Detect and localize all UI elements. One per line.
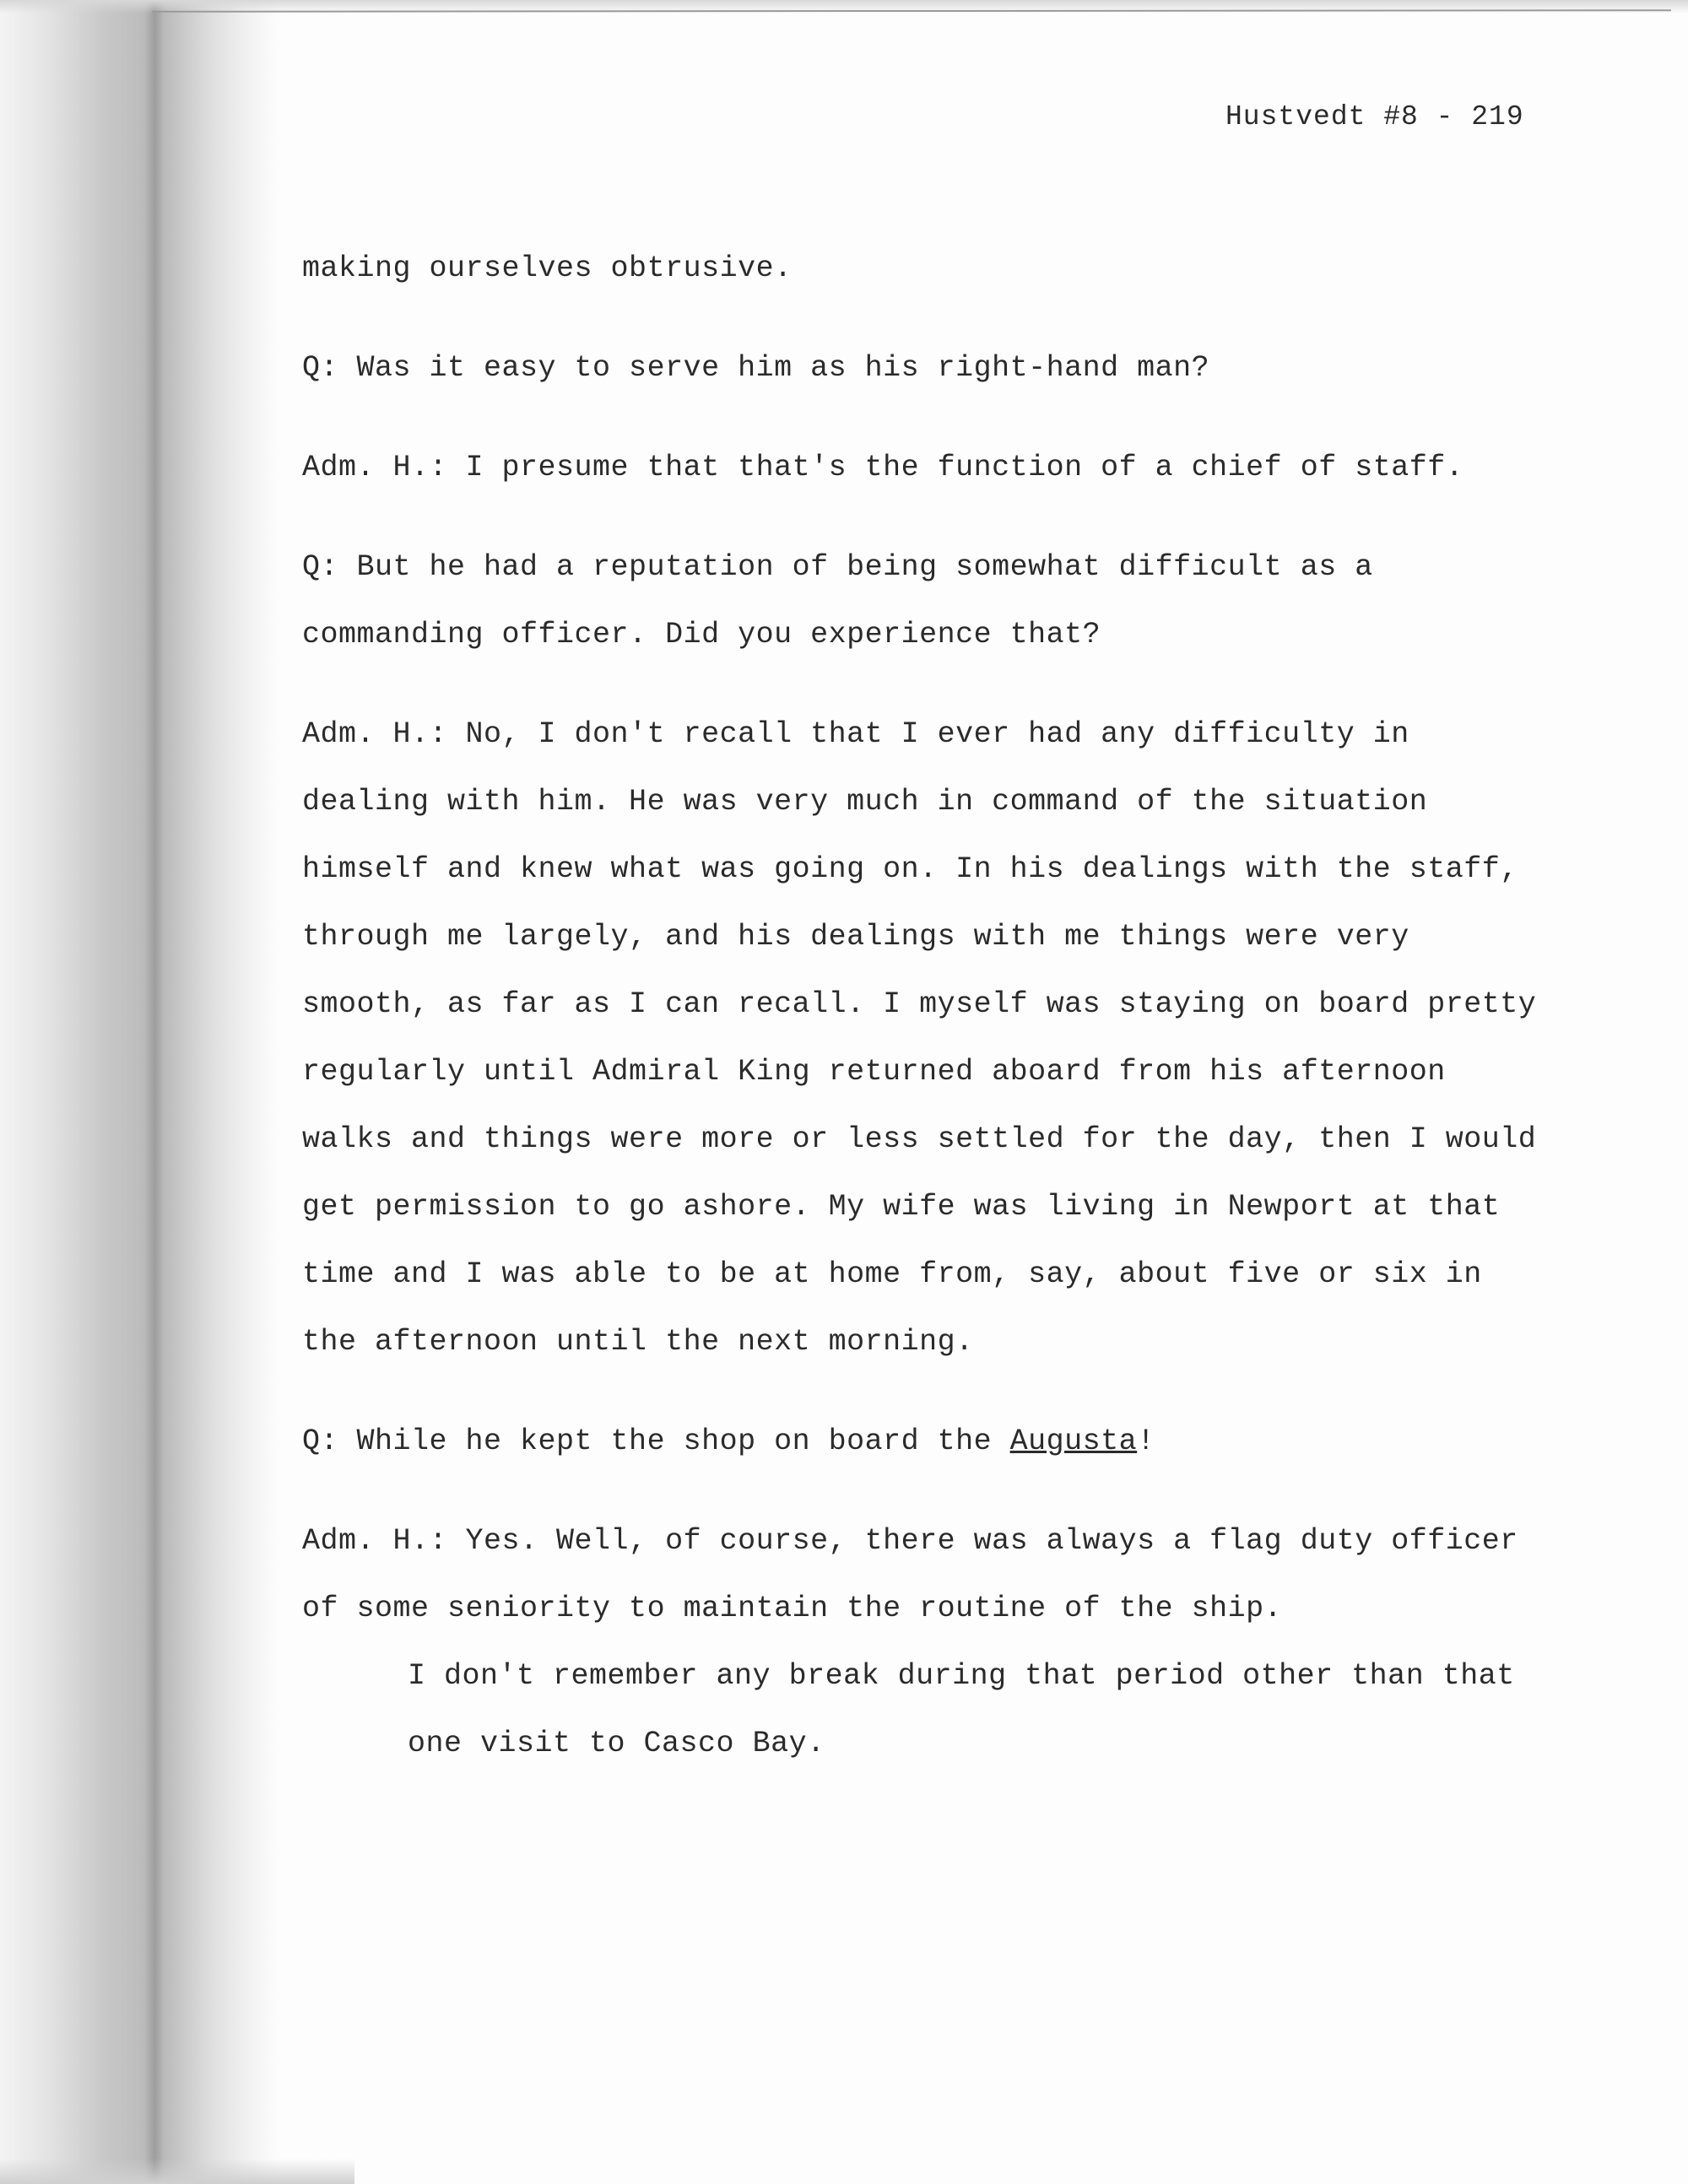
ship-name: Augusta (1009, 1424, 1138, 1458)
question-text: Q: While he kept the shop on board the (302, 1424, 1010, 1458)
page-header: Hustvedt #8 - 219 (1225, 101, 1524, 132)
question-paragraph: Q: But he had a reputation of being somewhat difficult as a commanding officer. Did you experience that? (302, 550, 1392, 651)
answer-paragraph: Adm. H.: I presume that that's the function of a chief of staff. (302, 451, 1464, 484)
question-punctuation: ! (1137, 1424, 1155, 1458)
question-paragraph (302, 1408, 1551, 1475)
answer-paragraph: Adm. H.: Yes. Well, of course, there was always a flag duty officer of some seniority to maintain the routine of the ship. (302, 1524, 1537, 1625)
bottom-edge-shadow (0, 2159, 354, 2184)
paragraph-continuation: making ourselves obtrusive. (302, 251, 793, 285)
binding-crease (145, 0, 164, 2184)
transcript-body (302, 235, 1555, 1777)
question-paragraph: Q: Was it easy to serve him as his right-hand man? (302, 351, 1210, 385)
answer-paragraph: Adm. H.: No, I don't recall that I ever had any difficulty in dealing with him. He was very much in command of the situation himself and knew what was going on. In his dealings with the staff, through me largely, and his dealings with me things were very smooth, as far as I can recall. I myself was staying on board pretty regularly until Admiral King returned aboard from his afternoon walks and things were more or less settled for the day, then I would get permission to go ashore. My wife was living in Newport at that time and I was able to be at home from, say, about five or six in the afternoon until the next morning. (302, 717, 1555, 1359)
binding-shadow (0, 0, 279, 2184)
answer-paragraph: I don't remember any break during that period other than that one visit to Casco Bay. (408, 1659, 1534, 1760)
